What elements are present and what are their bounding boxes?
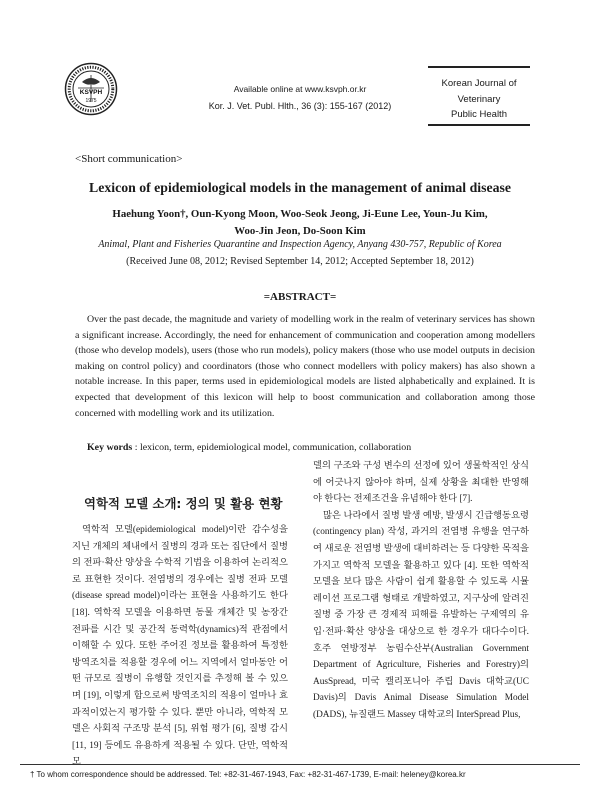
keywords <box>87 442 411 453</box>
journal-name-line: Veterinary <box>457 93 501 105</box>
author-list <box>0 206 600 240</box>
article-title: Lexicon of epidemiological models in the management of animal disease <box>89 180 511 195</box>
affiliation: Animal, Plant and Fisheries Quarantine and Inspection Agency, Anyang 430-757, Republic of Korea <box>98 239 502 250</box>
body-paragraph: 델의 구조와 구성 변수의 선정에 있어 생물학적인 상식에 어긋나지 않아야 하며, 실제 상황을 최대한 반영해야 한다는 전제조건을 유념해야 한다 [7]. <box>313 461 529 505</box>
keywords-list: : lexicon, term, epidemiological model, communication, collaboration <box>132 442 412 453</box>
body-column-left <box>72 522 288 771</box>
journal-name-line: Korean Journal of <box>441 78 517 89</box>
correspondence-footnote: † To whom correspondence should be addressed. Tel: +82-31-467-1943, Fax: +82-31-467-1739, E-mail: heleney@korea.kr <box>30 770 466 779</box>
availability-line: Available online at www.ksvph.or.kr <box>233 84 367 94</box>
body-paragraph: 많은 나라에서 질병 발생 예방, 발생시 긴급행동요령(contingency plan) 작성, 과거의 전염병 유행을 연구하여 새로운 전염병 발생에 대비하려는 등 다양한 목적을 가지고 역학적 모델을 활용하고 있다 [4]. 또한 역학적 모델을 보다 많은 사람이 쉽게 활용할 수 있도록 시뮬레이션 프로그램 형태로 개발하였고, 지구상에 알려진 질병 중 가장 큰 경제적 피해를 유발하는 구제역의 유입·전파·확산 양상을 대상으로 한 경우가 대다수이다. 호주 연방정부 농림수산부(Australian Government Department of Agriculture, Fisheries and Forestry)의 AusSpread, 미국 캘리포니아 주립 Davis 대학교(UC Davis)의 Davis Animal Disease Simulation Model (DADS), 뉴질랜드 Massey 대학교의 InterSpread Plus, <box>313 510 529 720</box>
body-paragraph: 역학적 모델(epidemiological model)이란 감수성을 지닌 개체의 체내에서 질병의 경과 또는 집단에서 질병의 전파·확산 양상을 수학적 기법을 이용하여 논리적으로 표현한 것이다. 전염병의 경우에는 질병 전파 모델(disease spread model)이라는 표현을 사용하기도 한다 [18]. 역학적 모델을 이용하면 동물 개체간 및 농장간 전파를 시간 및 공간적 동력학(dynamics)적 관점에서 이해할 수 있다. 또한 주어진 정보를 활용하여 특정한 방역조치를 적용할 경우에 어느 지역에서 얼마동안 어떤 규모로 질병이 유행할 것인지를 추정해 볼 수 있으며 [19], 이렇게 함으로써 방역조치의 적용이 얼마나 효과적이었는지 평가할 수 있다. 뿐만 아니라, 역학적 모델은 사회적 구조망 분석 [5], 위험 평가 [6], 질병 감시 [11, 19] 등에도 유용하게 적용될 수 있다. 단만, 역학적 모 <box>72 525 288 768</box>
section-heading: 역학적 모델 소개: 정의 및 활용 현황 <box>84 496 283 511</box>
journal-name-line: Public Health <box>451 109 507 120</box>
body-column-right <box>313 458 529 724</box>
svg-text:KSVPH: KSVPH <box>79 89 103 96</box>
footnote-divider <box>20 764 580 765</box>
article-type: <Short communication> <box>75 153 183 165</box>
abstract-text: Over the past decade, the magnitude and variety of modelling work in the realm of veterinary services has shown a significant increase. Accordingly, the need for enhancement of communication and cooperation among modellers (those who develop models), users (those who run models), policy makers (those who use model outputs in decision making on control policy) and coordinators (those who connect modellers with policy makers) has also shown a notable increase. In this paper, terms used in epidemiological models are listed alphabetically and explained. It is expected that development of this lexicon will help to boost communication and collaboration among those concerned with modelling work and its utilization. <box>75 314 535 419</box>
authors-line-2: Woo-Jin Jeon, Do-Soon Kim <box>234 225 366 237</box>
journal-name-box <box>428 66 530 126</box>
svg-text:1975: 1975 <box>85 98 97 104</box>
abstract-heading: =ABSTRACT= <box>263 291 337 303</box>
received-dates: (Received June 08, 2012; Revised September 14, 2012; Accepted September 18, 2012) <box>126 256 474 267</box>
authors-line-1: Haehung Yoon†, Oun-Kyong Moon, Woo-Seok Jeong, Ji-Eune Lee, Youn-Ju Kim, <box>112 208 488 220</box>
citation-line: Kor. J. Vet. Publ. Hlth., 36 (3): 155-167 (2012) <box>208 101 392 111</box>
keywords-label: Key words <box>87 442 133 453</box>
abstract-body <box>75 312 535 421</box>
